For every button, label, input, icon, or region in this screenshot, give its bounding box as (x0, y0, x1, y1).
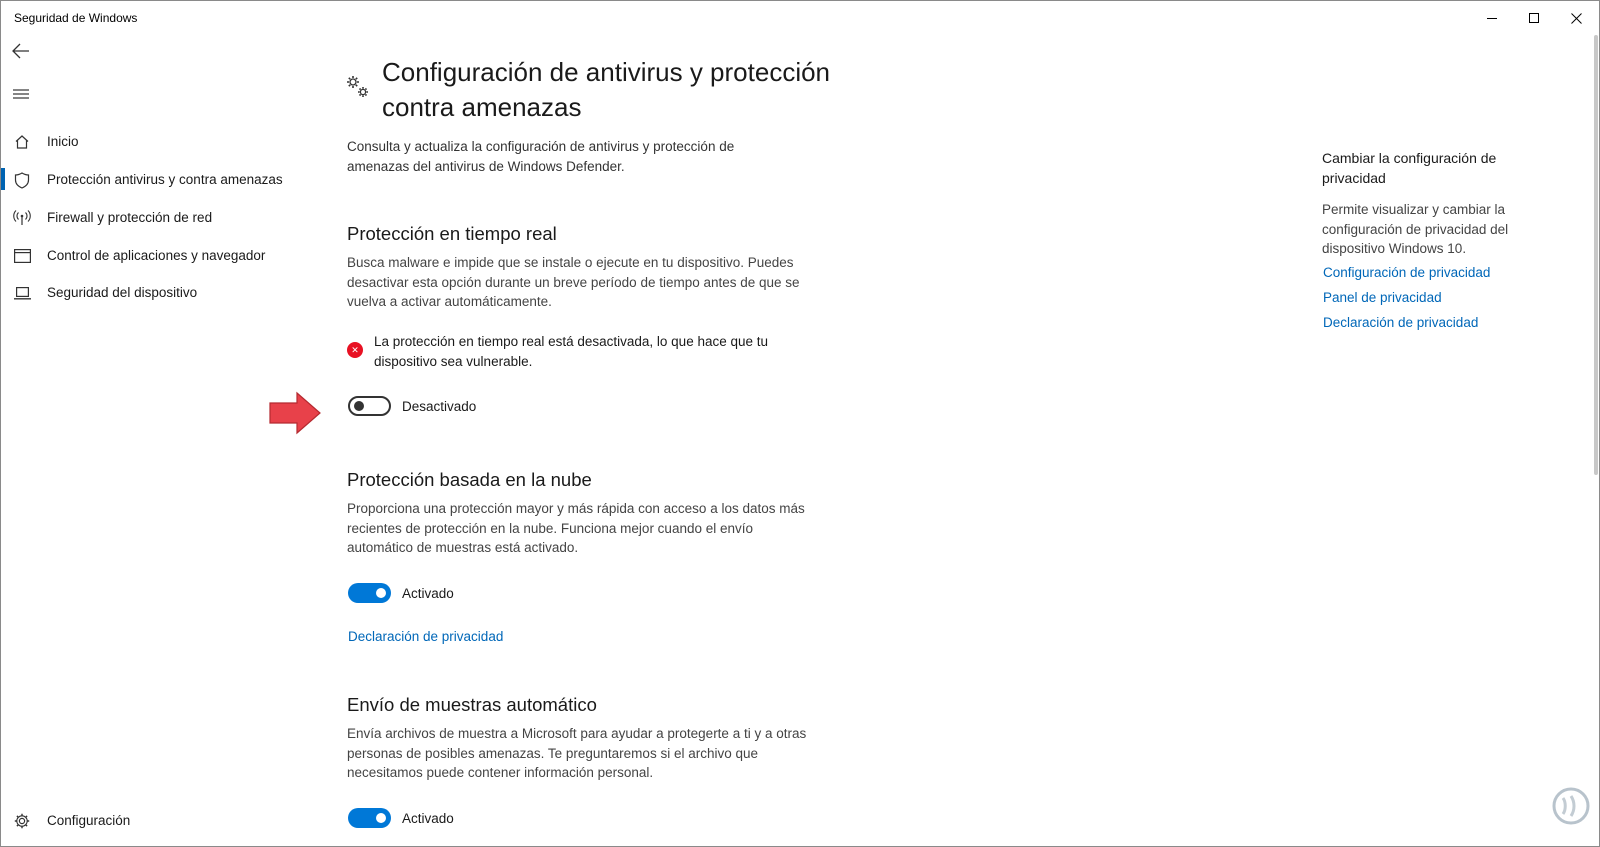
minimize-button[interactable] (1470, 1, 1514, 35)
close-icon (1571, 13, 1582, 24)
cloud-toggle-label: Activado (402, 586, 454, 601)
privacy-panel-description: Permite visualizar y cambiar la configuración de privacidad del dispositivo Windows 10. (1322, 202, 1509, 256)
sidebar-item-settings[interactable] (1, 802, 311, 838)
gears-icon (345, 74, 371, 100)
hamburger-menu-button[interactable] (9, 82, 33, 106)
page-title: Configuración de antivirus y protección contra amenazas (382, 57, 831, 122)
gear-icon (13, 812, 31, 830)
cloud-privacy-statement-link[interactable]: Declaración de privacidad (348, 629, 504, 644)
watermark-logo (1531, 780, 1595, 844)
toggle-knob (376, 588, 386, 598)
active-indicator (1, 168, 5, 190)
sidebar-item-label: Inicio (47, 133, 79, 149)
toggle-knob (354, 401, 364, 411)
home-icon (13, 133, 31, 151)
sidebar-item-label: Configuración (47, 812, 131, 828)
sidebar-item-label: Seguridad del dispositivo (47, 284, 198, 300)
sidebar-item-label: Firewall y protección de red (47, 209, 213, 225)
scrollbar-thumb[interactable] (1594, 35, 1598, 475)
sidebar-item-firewall[interactable] (1, 199, 311, 235)
back-button[interactable] (9, 39, 33, 63)
sidebar-item-label: Control de aplicaciones y navegador (47, 247, 266, 263)
wifi-antenna-icon (13, 209, 31, 227)
page-description: Consulta y actualiza la configuración de antivirus y protección de amenazas del antivirus de Windows Defender. (347, 139, 735, 174)
realtime-protection-title: Protección en tiempo real (347, 223, 557, 244)
red-arrow-annotation (267, 391, 323, 435)
warning-text: La protección en tiempo real está desactivada, lo que hace que tu dispositivo sea vulnerable. (374, 334, 769, 369)
browser-window-icon (13, 247, 31, 265)
title-bar (1, 1, 1599, 35)
privacy-dashboard-link[interactable]: Panel de privacidad (1323, 290, 1442, 305)
privacy-panel-title: Cambiar la configuración de privacidad (1322, 150, 1497, 186)
cloud-protection-description: Proporciona una protección mayor y más rápida con acceso a los datos más recientes de protección en la nube. Funciona mejor cuando el envío automático de muestras está activado. (347, 501, 805, 555)
realtime-toggle-label: Desactivado (402, 399, 477, 414)
sample-submission-description: Envía archivos de muestra a Microsoft para ayudar a protegerte a ti y a otras personas de posibles amenazas. Te preguntaremos si el archivo que necesitamos puede contener información personal. (347, 726, 807, 780)
sample-toggle-label: Activado (402, 811, 454, 826)
maximize-button[interactable] (1512, 1, 1556, 35)
sample-submission-title: Envío de muestras automático (347, 694, 597, 715)
minimize-icon (1487, 13, 1498, 24)
window-title: Seguridad de Windows (14, 11, 138, 25)
sidebar-item-app-browser-control[interactable] (1, 237, 311, 273)
back-arrow-icon (12, 43, 30, 59)
sidebar-item-home[interactable] (1, 123, 311, 159)
hamburger-icon (13, 88, 29, 100)
sidebar-item-device-security[interactable] (1, 274, 311, 310)
error-icon: ✕ (347, 342, 363, 358)
privacy-settings-link[interactable]: Configuración de privacidad (1323, 265, 1491, 280)
sidebar-item-label: Protección antivirus y contra amenazas (47, 171, 283, 187)
realtime-protection-toggle[interactable] (348, 396, 391, 416)
cloud-protection-toggle[interactable] (348, 583, 391, 603)
close-button[interactable] (1554, 1, 1598, 35)
toggle-knob (376, 813, 386, 823)
shield-icon (13, 171, 31, 189)
sample-submission-toggle[interactable] (348, 808, 391, 828)
maximize-icon (1529, 13, 1540, 24)
realtime-protection-description: Busca malware e impide que se instale o ejecute en tu dispositivo. Puedes desactivar esta opción durante un breve período de tiempo antes de que se vuelva a activar automáticamente. (347, 255, 800, 309)
sidebar-item-virus-protection[interactable] (1, 161, 311, 197)
privacy-statement-link[interactable]: Declaración de privacidad (1323, 315, 1479, 330)
laptop-icon (13, 284, 31, 302)
cloud-protection-title: Protección basada en la nube (347, 469, 592, 490)
